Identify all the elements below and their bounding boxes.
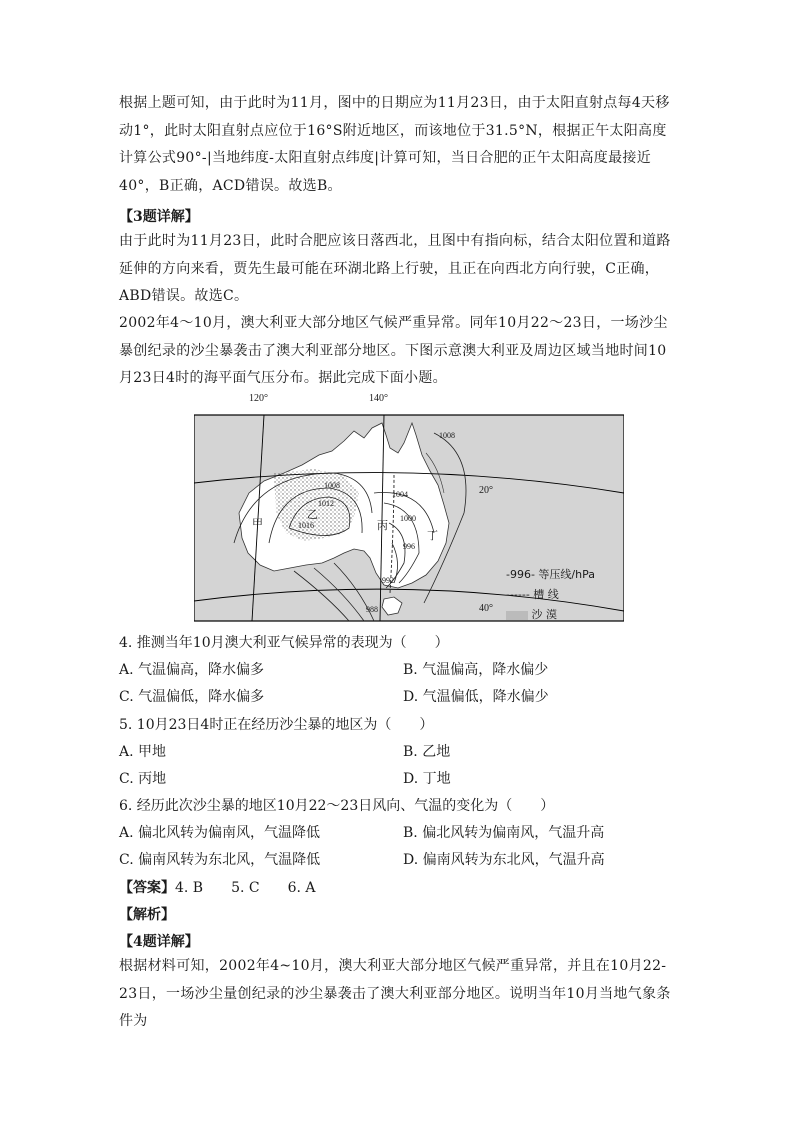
isobar-label: 1016 (298, 521, 314, 530)
question-4-option-c: C. 气温偏低，降水偏多 (119, 689, 265, 705)
analysis-heading: 【解析】 (119, 907, 175, 923)
place-label-ding: 丁 (427, 530, 438, 542)
question-4-option-a: A. 气温偏高，降水偏多 (119, 662, 265, 678)
paragraph-material: 2002年4～10月，澳大利亚大部分地区气候严重异常。同年10月22～23日，一场沙尘暴创纪录的沙尘暴袭击了澳大利亚部分地区。下图示意澳大利亚及周边区域当地时间10月23日4时的海平面气压分布。据此完成下面小题。 (119, 315, 668, 386)
lat-label-40: 40° (479, 603, 493, 614)
place-label-bing: 丙 (377, 520, 388, 532)
question-5-option-c: C. 丙地 (119, 771, 167, 787)
question-5-stem: 5. 10月23日4时正在经历沙尘暴的地区为（ ） (119, 717, 434, 733)
place-label-jia: 甲 (252, 518, 263, 530)
question-6-option-a: A. 偏北风转为偏南风，气温降低 (119, 825, 321, 841)
question-4-option-d: D. 气温偏低，降水偏少 (403, 689, 549, 705)
lon-label-140: 140° (369, 393, 388, 404)
isobar-label: 988 (366, 605, 378, 614)
question-6-stem: 6. 经历此次沙尘暴的地区10月22～23日风向、气温的变化为（ ） (119, 798, 555, 814)
legend-desert: 沙 漠 (531, 608, 557, 621)
question-4-stem: 4. 推测当年10月澳大利亚气候异常的表现为（ ） (119, 635, 449, 651)
lon-label-120: 120° (249, 393, 268, 404)
isobar-label: 992 (382, 576, 394, 585)
question-6-option-c: C. 偏南风转为东北风，气温降低 (119, 852, 321, 868)
question-5-option-b: B. 乙地 (403, 744, 451, 760)
legend-trough: ------ 槽 线 (506, 588, 559, 601)
heading-q4-detail: 【4题详解】 (119, 934, 199, 950)
legend-isobar: -996- 等压线/hPa (506, 568, 595, 581)
desert-swatch-icon (506, 611, 528, 620)
isobar-label: 1008 (324, 481, 340, 490)
question-5-option-a: A. 甲地 (119, 744, 167, 760)
place-label-yi: 乙 (307, 509, 318, 521)
paragraph-solution-4: 根据材料可知，2002年4~10月，澳大利亚大部分地区气候严重异常，并且在10月22-23日，一场沙尘量创纪录的沙尘暴袭击了澳大利亚部分地区。说明当年10月当地气象条件为 (119, 958, 671, 1029)
isobar-label: 1004 (392, 490, 408, 499)
isobar-label: 1012 (318, 499, 334, 508)
paragraph-solution-2: 根据上题可知，由于此时为11月，图中的日期应为11月23日，由于太阳直射点每4天移动1°，此时太阳直射点应位于16°S附近地区，而该地位于31.5°N，根据正午太阳高度计算公式90°-|当地纬度-太阳直射点纬度|计算可知，当日合肥的正午太阳高度最接近40°，B正确，ACD错误。故选B。 (119, 95, 670, 194)
legend-desert-row (506, 606, 557, 622)
question-4-option-b: B. 气温偏高，降水偏少 (403, 662, 549, 678)
answer-line (119, 877, 316, 897)
answer-values: 4. B 5. C 6. A (175, 880, 316, 896)
lat-label-20: 20° (479, 485, 493, 496)
map-label-layer (194, 393, 624, 629)
question-6-option-d: D. 偏南风转为东北风，气温升高 (403, 852, 605, 868)
isobar-label: 1000 (400, 514, 416, 523)
isobar-label: 1008 (439, 431, 455, 440)
paragraph-solution-3: 由于此时为11月23日，此时合肥应该日落西北，且图中有指向标，结合太阳位置和道路延伸的方向来看，贾先生最可能在环湖北路上行驶，且正在向西北方向行驶，C正确，ABD错误。故选C。 (119, 233, 671, 304)
isobar-label: 996 (403, 542, 415, 551)
question-6-option-b: B. 偏北风转为偏南风，气温升高 (403, 825, 605, 841)
heading-q3-detail: 【3题详解】 (119, 209, 199, 225)
question-5-option-d: D. 丁地 (403, 771, 451, 787)
answer-label: 【答案】 (119, 880, 175, 896)
